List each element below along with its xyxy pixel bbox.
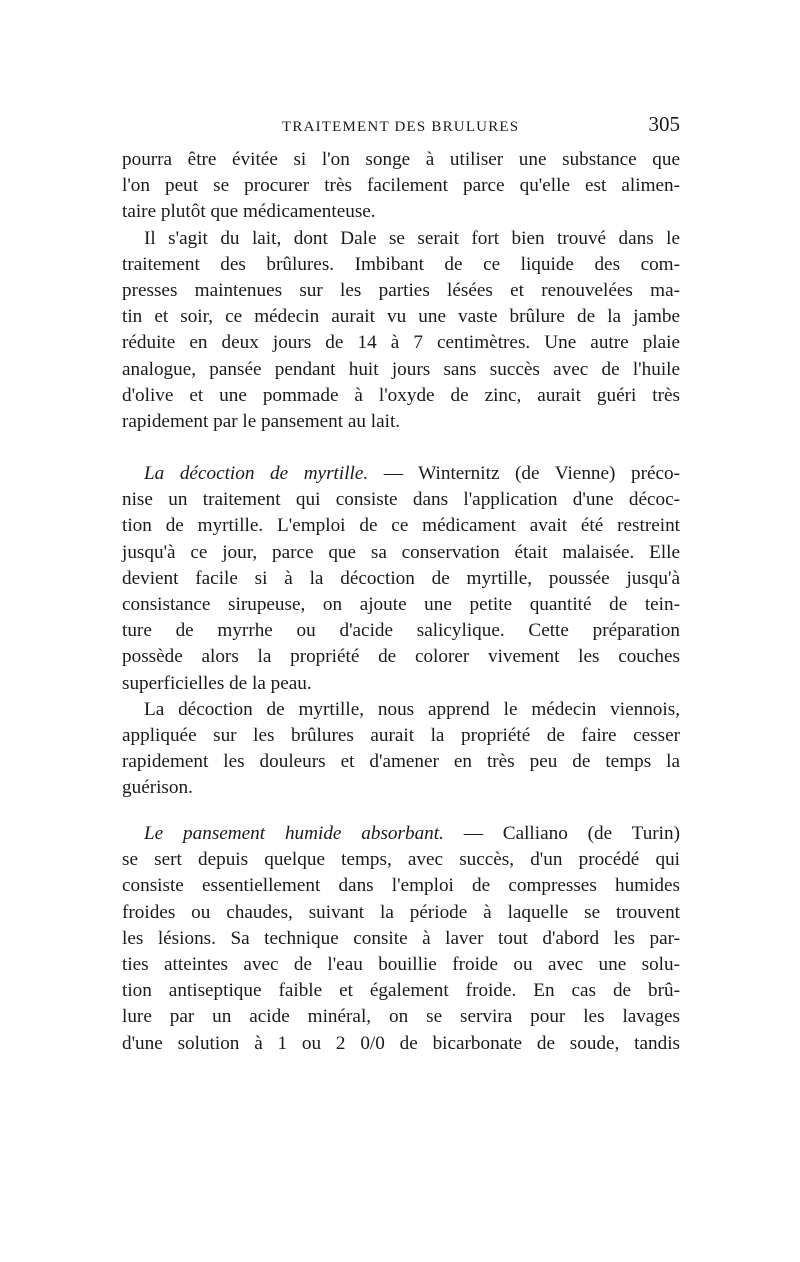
text-line: d'olive et une pommade à l'oxyde de zinc, aurait guéri très bbox=[122, 384, 680, 406]
text-line: rapidement les douleurs et d'amener en très peu de temps la bbox=[122, 751, 680, 773]
text-line: taire plutôt que médicamenteuse. bbox=[122, 201, 376, 223]
section-decoction-myrtille bbox=[122, 461, 680, 801]
section-heading: Le pansement humide absorbant. bbox=[144, 823, 444, 844]
section-first-line bbox=[122, 461, 680, 487]
text-line: possède alors la propriété de colorer vivement les couches bbox=[122, 646, 680, 668]
text-line: froides ou chaudes, suivant la période à laquelle se trouvent bbox=[122, 901, 680, 923]
text-line: consiste essentiellement dans l'emploi de compresses humides bbox=[122, 875, 680, 897]
text-line: jusqu'à ce jour, parce que sa conservation était malaisée. Elle bbox=[122, 541, 680, 563]
text-line: rapidement par le pansement au lait. bbox=[122, 410, 401, 432]
text-line: pourra être évitée si l'on songe à utiliser une substance que bbox=[122, 149, 680, 170]
text-line: tion de myrtille. L'emploi de ce médicament avait été restreint bbox=[122, 515, 680, 537]
page-number: 305 bbox=[648, 112, 680, 136]
text-line: ties atteintes avec de l'eau bouillie froide ou avec une solu- bbox=[122, 953, 680, 975]
text-line: les lésions. Sa technique consite à laver tout d'abord les par- bbox=[122, 927, 680, 949]
text-line: Il s'agit du lait, dont Dale se serait fort bien trouvé dans le bbox=[144, 227, 680, 249]
text-line: lure par un acide minéral, on se servira pour les lavages bbox=[122, 1006, 680, 1028]
section-first-line bbox=[122, 821, 680, 847]
text-line: presses maintenues sur les parties lésées et renouvelées ma- bbox=[122, 279, 680, 301]
text-line: tion antiseptique faible et également froide. En cas de brû- bbox=[122, 980, 680, 1002]
text-line: traitement des brûlures. Imbibant de ce liquide des com- bbox=[122, 253, 680, 275]
text-line: superficielles de la peau. bbox=[122, 672, 312, 694]
section-heading-rest: — Winternitz (de Vienne) préco- bbox=[368, 463, 680, 484]
paragraph-block-lait bbox=[122, 147, 680, 435]
text-line: consistance sirupeuse, on ajoute une petite quantité de tein- bbox=[122, 593, 680, 615]
text-line: tin et soir, ce médecin aurait vu une vaste brûlure de la jambe bbox=[122, 306, 680, 328]
section-heading: La décoction de myrtille. bbox=[144, 463, 369, 484]
text-line: La décoction de myrtille, nous apprend le médecin viennois, bbox=[144, 698, 680, 720]
section-pansement-humide bbox=[122, 821, 680, 1057]
text-line: l'on peut se procurer très facilement parce qu'elle est alimen- bbox=[122, 175, 680, 197]
text-line: réduite en deux jours de 14 à 7 centimètres. Une autre plaie bbox=[122, 332, 680, 354]
section-heading-rest: — Calliano (de Turin) bbox=[443, 823, 680, 844]
text-line: appliquée sur les brûlures aurait la propriété de faire cesser bbox=[122, 724, 680, 746]
text-line: d'une solution à 1 ou 2 0/0 de bicarbonate de soude, tandis bbox=[122, 1032, 680, 1054]
page-header bbox=[122, 112, 682, 142]
text-line: analogue, pansée pendant huit jours sans succès avec de l'huile bbox=[122, 358, 680, 380]
text-line: se sert depuis quelque temps, avec succès, d'un procédé qui bbox=[122, 849, 680, 871]
text-line: devient facile si à la décoction de myrtille, poussée jusqu'à bbox=[122, 567, 680, 589]
running-title: TRAITEMENT DES BRULURES bbox=[282, 119, 520, 135]
text-line: ture de myrrhe ou d'acide salicylique. Cette préparation bbox=[122, 620, 680, 642]
text-line: guérison. bbox=[122, 777, 193, 799]
text-line: nise un traitement qui consiste dans l'application d'une décoc- bbox=[122, 489, 680, 511]
